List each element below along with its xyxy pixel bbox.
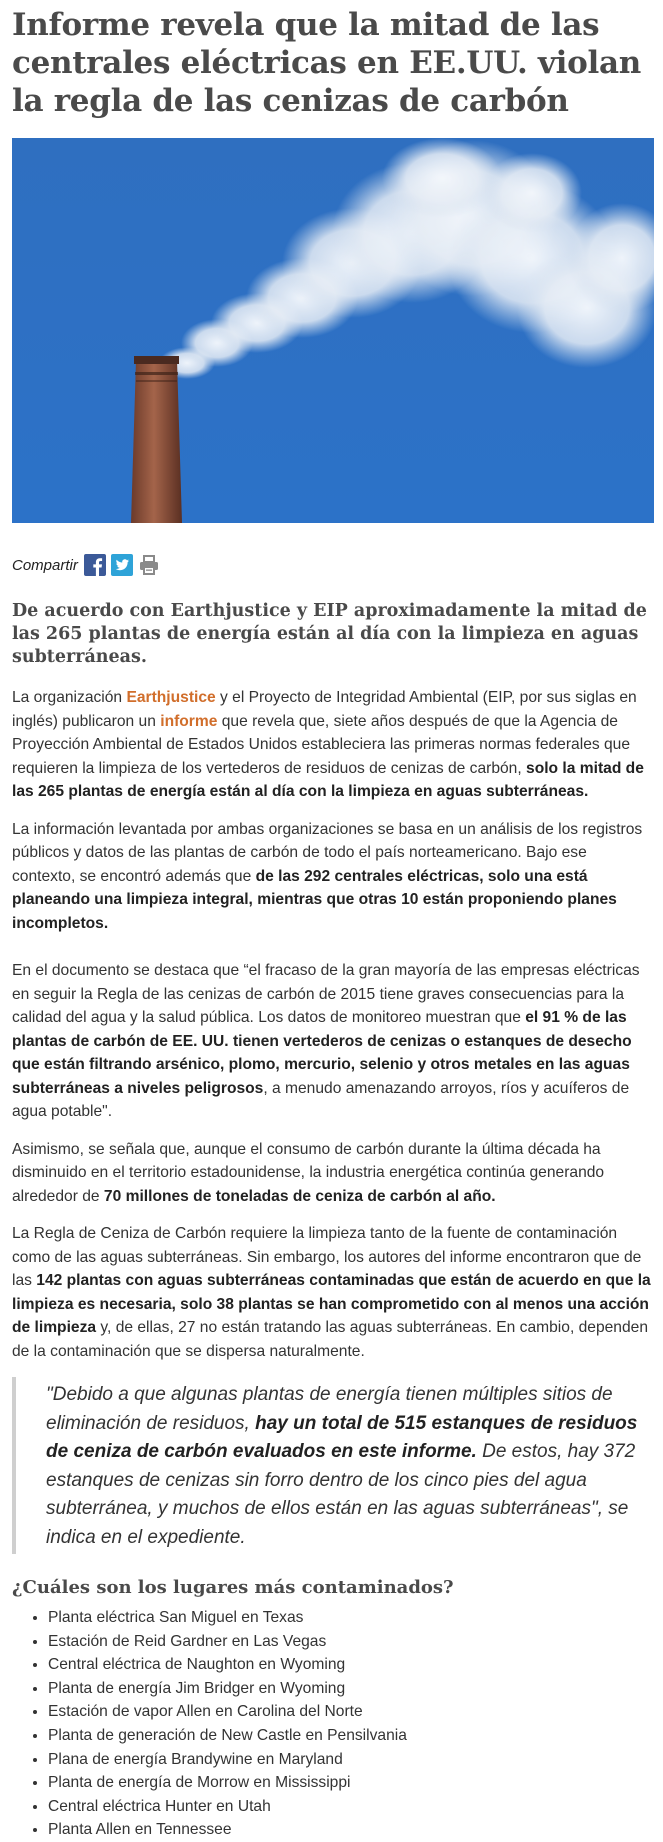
pull-quote: "Debido a que algunas plantas de energía tienen múltiples sitios de eliminación de residuos, hay un total de 515 estanques de residuos de ceniza de carbón evaluados en este informe. De estos, hay 372 estanques de cenizas sin forro dentro de los cinco pies del agua subterránea, y muchos de ellos están en las aguas subterráneas", se indica en el expediente. xyxy=(12,1377,654,1554)
list-item: • Central eléctrica de Naughton en Wyoming xyxy=(48,1653,654,1677)
paragraph-2: La información levantada por ambas organizaciones se basa en un análisis de los registros públicos y datos de las plantas de carbón de todo el país norteamericano. Bajo ese contexto, se encontró además que de las 292 centrales eléctricas, solo una está planeando una limpieza integral, mientras que otras 10 están proponiendo planes incompletos. xyxy=(12,820,643,932)
list-item: • Planta de energía Jim Bridger en Wyoming xyxy=(48,1677,654,1701)
print-icon[interactable] xyxy=(138,554,160,576)
share-label: Compartir xyxy=(12,556,78,574)
article-lead: De acuerdo con Earthjustice y EIP aproximadamente la mitad de las 265 plantas de energía están al día con la limpieza en aguas subterráneas. xyxy=(12,601,647,667)
paragraph-4: Asimismo, se señala que, aunque el consumo de carbón durante la última década ha disminuido en el territorio estadounidense, la industria energética continúa generando alrededor de 70 millones de toneladas de ceniza de carbón al año. xyxy=(12,1140,605,1205)
article-page xyxy=(12,0,654,1839)
share-bar xyxy=(12,552,165,578)
headline: Informe revela que la mitad de las centrales eléctricas en EE.UU. violan la regla de las cenizas de carbón xyxy=(12,7,642,119)
list-item: • Central eléctrica Hunter en Utah xyxy=(48,1795,654,1819)
places-list xyxy=(12,1606,654,1842)
facebook-icon[interactable] xyxy=(84,554,106,576)
list-item: • Estación de vapor Allen en Carolina del Norte xyxy=(48,1700,654,1724)
paragraph-5: La Regla de Ceniza de Carbón requiere la limpieza tanto de la fuente de contaminación como de las aguas subterráneas. Sin embargo, los autores del informe encontraron que de las 142 plantas con aguas subterráneas contaminadas que están de acuerdo en que la limpieza es necesaria, solo 38 plantas se han comprometido con al menos una acción de limpieza y, de ellas, 27 no están tratando las aguas subterráneas. En cambio, dependen de la contaminación que se dispersa naturalmente. xyxy=(12,1225,651,1360)
list-item: • Planta de generación de New Castle en Pensilvania xyxy=(48,1724,654,1748)
hero-image-smokestack xyxy=(12,138,654,523)
twitter-icon[interactable] xyxy=(111,554,133,576)
paragraph-1: La organización Earthjustice y el Proyecto de Integridad Ambiental (EIP, por sus siglas en inglés) publicaron un informe que revela que, siete años después de que la Agencia de Proyección Ambiental de Estados Unidos estableciera las primeras normas federales que requieren la limpieza de los vertederos de residuos de cenizas de carbón, solo la mitad de las 265 plantas de energía están al día con la limpieza en aguas subterráneas. xyxy=(12,689,644,800)
earthjustice-link[interactable]: Earthjustice xyxy=(126,689,216,706)
section-title: ¿Cuáles son los lugares más contaminados? xyxy=(12,1577,454,1598)
smokestack xyxy=(131,356,182,523)
paragraph-3: En el documento se destaca que “el fracaso de la gran mayoría de las empresas eléctricas en seguir la Regla de las cenizas de carbón de 2015 tiene graves consecuencias para la calidad del agua y la salud pública. Los datos de monitoreo muestran que el 91 % de las plantas de carbón de EE. UU. tienen vertederos de cenizas o estanques de desecho que están filtrando arsénico, plomo, mercurio, selenio y otros metales en las aguas subterráneas a niveles peligrosos, a menudo amenazando arroyos, ríos y acuíferos de agua potable". xyxy=(12,962,640,1120)
list-item: • Estación de Reid Gardner en Las Vegas xyxy=(48,1630,654,1654)
list-item: • Planta Allen en Tennessee xyxy=(48,1818,654,1842)
list-item: • Plana de energía Brandywine en Maryland xyxy=(48,1748,654,1772)
article-body xyxy=(12,600,654,1842)
list-item: • Planta eléctrica San Miguel en Texas xyxy=(48,1606,654,1630)
informe-link[interactable]: informe xyxy=(160,712,218,730)
list-item: • Planta de energía de Morrow en Mississippi xyxy=(48,1771,654,1795)
